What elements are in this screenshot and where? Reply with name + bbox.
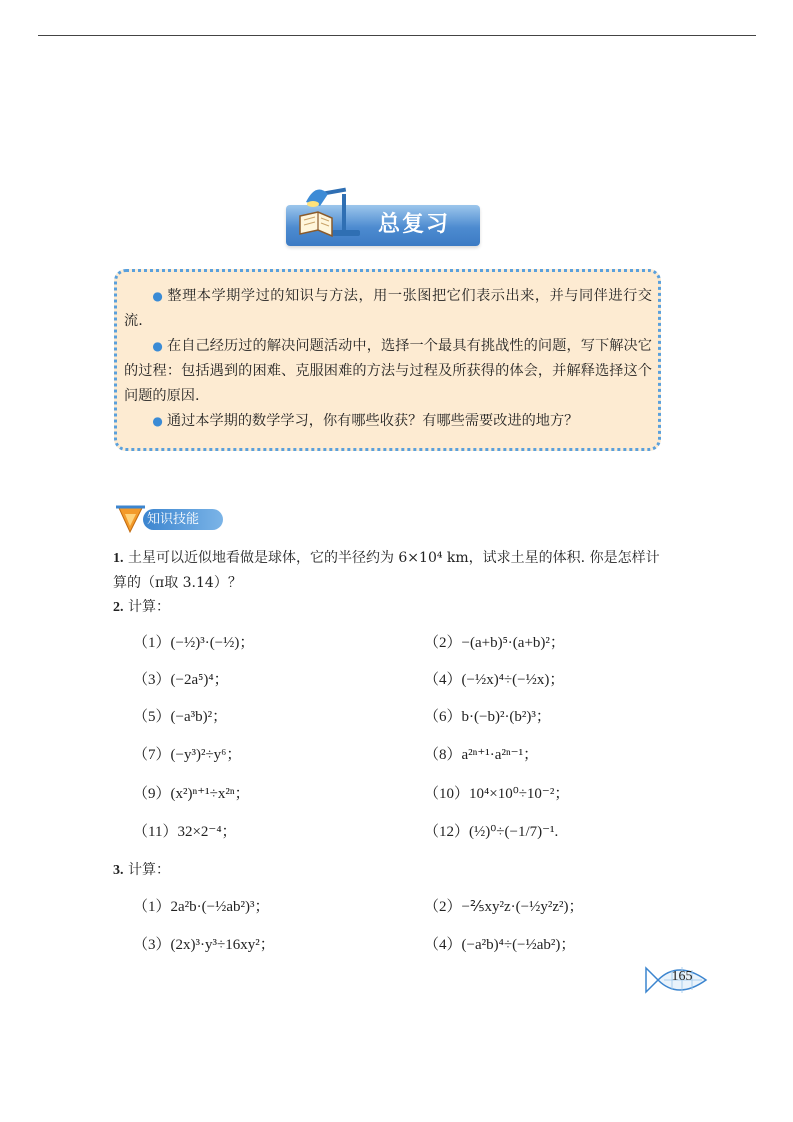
review-paragraph: ● 整理本学期学过的知识与方法，用一张图把它们表示出来，并与同伴进行交流. — [124, 288, 652, 329]
lamp-book-icon — [296, 172, 366, 242]
question-number: 2. — [113, 600, 124, 615]
exercise-item: （11）32×2⁻⁴； — [133, 824, 237, 840]
exercise-item: （8）a²ⁿ⁺¹·a²ⁿ⁻¹； — [424, 747, 539, 763]
exercise-item: （7）(−y³)²÷y⁶； — [133, 747, 242, 763]
section-label: 知识技能 — [147, 512, 200, 527]
exercise-item: （5）(−a³b)²； — [133, 709, 228, 725]
question-3 — [113, 858, 170, 883]
exercise-item: （2）−(a+b)⁵·(a+b)²； — [424, 635, 565, 651]
page-number: 165 — [671, 969, 693, 984]
exercise-item: （4）(−½x)⁴÷(−½x)； — [424, 672, 565, 688]
bullet-icon: ● — [152, 289, 164, 303]
exercise-item: （6）b·(−b)²·(b²)³； — [424, 709, 551, 725]
question-text: 计算： — [127, 599, 170, 615]
exercise-item: （2）−⅖xy²z·(−½y²z²)； — [424, 899, 584, 915]
review-text — [124, 284, 652, 434]
bullet-icon: ● — [152, 339, 163, 353]
exercise-item: （1）(−½)³·(−½)； — [133, 635, 255, 651]
review-paragraph: ● 在自己经历过的解决问题活动中，选择一个最具有挑战性的问题，写下解决它的过程：包括遇到的困难、克服困难的方法与过程及所获得的体会，并解释选择这个问题的原因. — [124, 338, 652, 404]
question-2 — [113, 595, 170, 620]
question-number: 1. — [113, 551, 124, 566]
exercise-item: （10）10⁴×10⁰÷10⁻²； — [424, 786, 570, 802]
question-text: 土星可以近似地看做是球体，它的半径约为 6×10⁴ km，试求土星的体积. 你是怎样计算的（π取 3.14）？ — [113, 550, 660, 591]
pencil-tip-icon — [116, 504, 146, 534]
page-title: 总复习 — [378, 212, 451, 237]
bullet-icon: ● — [152, 414, 163, 428]
exercise-item: （12）(½)⁰÷(−1/7)⁻¹. — [424, 824, 559, 840]
question-number: 3. — [113, 863, 124, 878]
review-paragraph: ● 通过本学期的数学学习，你有哪些收获？有哪些需要改进的地方？ — [152, 413, 579, 429]
exercise-item: （1）2a²b·(−½ab²)³； — [133, 899, 270, 915]
question-1 — [113, 546, 665, 595]
exercise-item: （4）(−a²b)⁴÷(−½ab²)； — [424, 937, 576, 953]
question-text: 计算： — [127, 862, 170, 878]
exercise-item: （3）(2x)³·y³÷16xy²； — [133, 937, 275, 953]
header-rule — [38, 35, 756, 36]
exercise-item: （9）(x²)ⁿ⁺¹÷x²ⁿ； — [133, 786, 250, 802]
exercise-item: （3）(−2a⁵)⁴； — [133, 672, 229, 688]
